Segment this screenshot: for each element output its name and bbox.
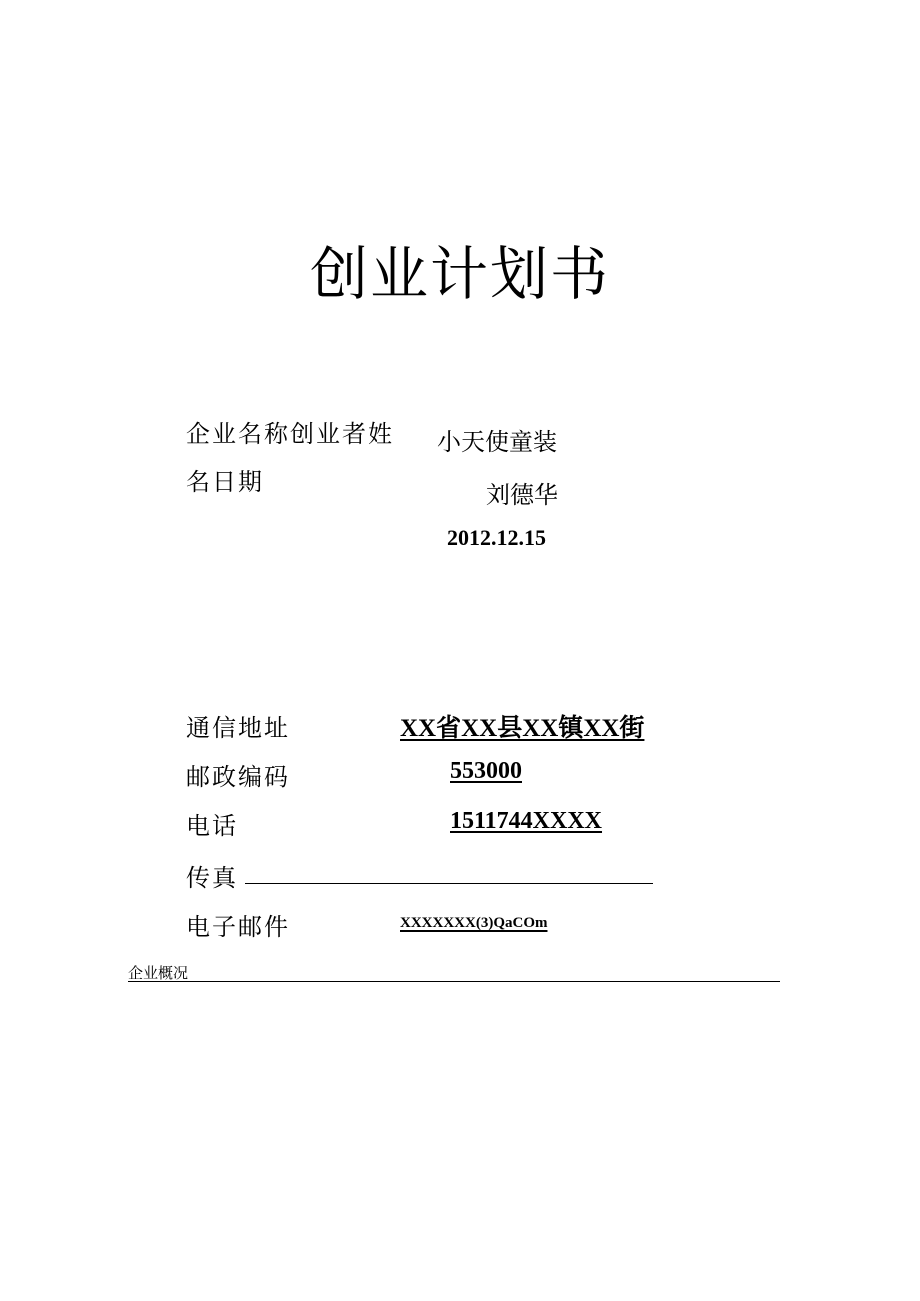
email-value: XXXXXXX(3)QaCOm — [400, 915, 548, 931]
cover-labels-line2: 名日期 — [186, 468, 264, 496]
company-name-value: 小天使童装 — [437, 428, 557, 456]
email-label: 电子邮件 — [186, 913, 290, 941]
fax-label: 传真 — [186, 864, 238, 892]
address-value: XX省XX县XX镇XX街 — [400, 715, 645, 742]
postal-code-label: 邮政编码 — [186, 763, 290, 791]
date-value: 2012.12.15 — [447, 525, 546, 550]
fax-blank-line — [245, 883, 653, 884]
founder-name-value: 刘德华 — [486, 481, 558, 509]
phone-label: 电话 — [186, 812, 238, 840]
postal-code-value: 553000 — [450, 758, 522, 784]
phone-value: 1511744XXXX — [450, 808, 603, 834]
overview-heading: 企业概况 — [128, 964, 189, 982]
document-title: 创业计划书 — [309, 239, 610, 308]
address-label: 通信地址 — [186, 714, 290, 742]
overview-rule — [128, 981, 780, 982]
cover-labels-line1: 企业名称创业者姓 — [186, 420, 394, 448]
